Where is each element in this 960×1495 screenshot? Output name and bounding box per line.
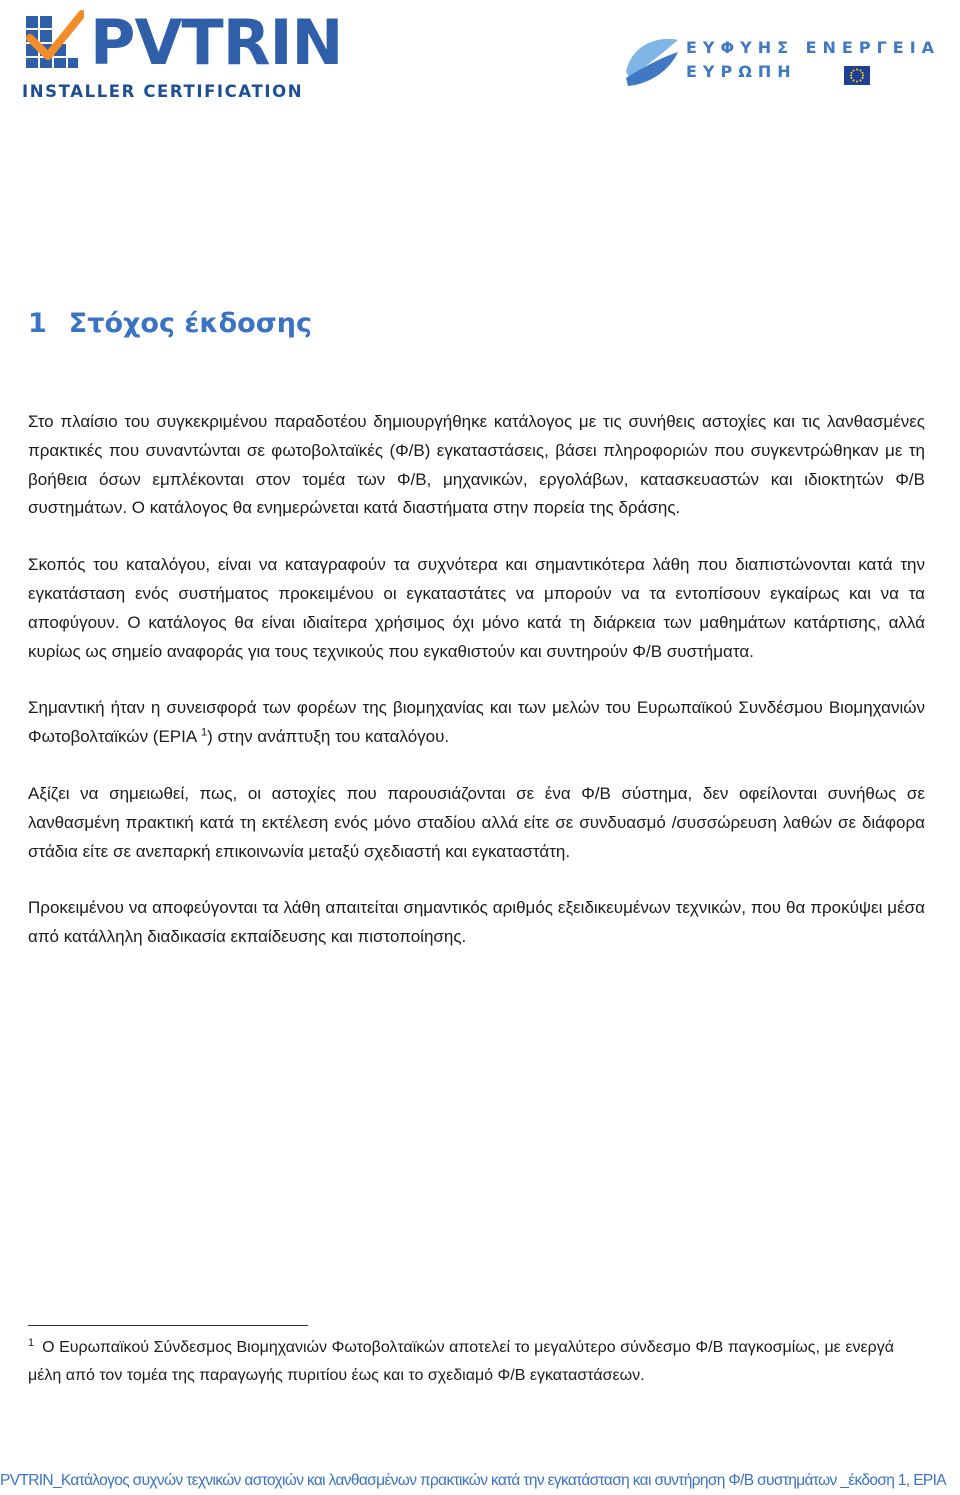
pvtrin-logo (20, 6, 343, 101)
section-title: Στόχος έκδοσης (68, 308, 312, 339)
footnote-marker: 1 (28, 1336, 35, 1349)
eu-flag-icon (844, 66, 870, 85)
page-footer: PVTRIN_Κατάλογος συχνών τεχνικών αστοχιών και λανθασμένων πρακτικών κατά την εγκατάσταση και συντήρηση Φ/Β συστημάτων _έκδοση 1, EPIA (0, 1472, 946, 1489)
footnote-text: Ο Ευρωπαϊκού Σύνδεσμος Βιομηχανιών Φωτοβολταϊκών αποτελεί το μεγαλύτερο σύνδεσμο Φ/Β παγκοσμίως, με ενεργά μέλη από τον τομέα της παραγωγής πυριτίου έως και το σχεδιαμό Φ/Β εγκαταστάσεων. (28, 1339, 894, 1384)
logo-line-2: ΕΥΡΩΠΗ (686, 62, 797, 81)
section-number: 1 (28, 308, 47, 339)
paragraph: Αξίζει να σημειωθεί, πως, οι αστοχίες που παρουσιάζονται σε ένα Φ/Β σύστημα, δεν οφείλονται συνήθως σε λανθασμένη πρακτική κατά τη εκτέλεση ενός μόνο σταδίου αλλά είτε σε συνδυασμό /συσσώρευση λαθών σε διάφορα στάδια είτε σε ανεπαρκή επικοινωνία μεταξύ σχεδιαστή και εγκαταστάτη. (28, 783, 925, 861)
logo-wordmark: PVTRIN (90, 6, 343, 79)
footnote (28, 1334, 894, 1390)
paragraph-text: ) στην ανάπτυξη του καταλόγου. (207, 727, 450, 747)
paragraph (28, 694, 925, 752)
paragraph-text: Σημαντική ήταν η συνεισφορά των φορέων της βιομηχανίας και των μελών του Ευρωπαϊκού Συνδέσμου Βιομηχανιών Φωτοβολταϊκών (EPIA (28, 698, 925, 747)
footnote-reference[interactable]: 1 (201, 726, 208, 739)
paragraph: Προκειμένου να αποφεύγονται τα λάθη απαιτείται σημαντικός αριθμός εξειδικευμένων τεχνικών, που θα προκύψει μέσα από κατάλληλη διαδικασία εκπαίδευσης και πιστοποίησης. (28, 898, 925, 947)
solar-panel-checkmark-icon (20, 10, 84, 74)
logo-line-1: ΕΥΦΥΗΣ ΕΝΕΡΓΕΙΑ (686, 38, 941, 57)
logo-subtitle: INSTALLER CERTIFICATION (22, 82, 304, 101)
paragraph: Στο πλαίσιο του συγκεκριμένου παραδοτέου δημιουργήθηκε κατάλογος με τις συνήθεις αστοχίες και τις λανθασμένες πρακτικές που συναντώνται σε φωτοβολταϊκές (Φ/Β) εγκαταστάσεις, βάσει πληροφοριών που συγκεντρώθηκαν με τη βοήθεια όσων εμπλέκονται στον τομέα των Φ/Β, μηχανικών, εργολάβων, κατασκευαστών και ιδιοκτητών Φ/Β συστημάτων. Ο κατάλογος θα ενημερώνεται κατά διαστήματα στην πορεία της δράσης. (28, 412, 925, 518)
footnote-separator (28, 1325, 308, 1326)
body-text (28, 408, 925, 980)
section-heading (28, 308, 312, 339)
intelligent-energy-europe-logo (622, 30, 952, 92)
paragraph: Σκοπός του καταλόγου, είναι να καταγραφούν τα συχνότερα και σημαντικότερα λάθη που διαπιστώνονται κατά την εγκατάσταση ενός συστήματος προκειμένου οι εγκαταστάτες να μπορούν να τα εντοπίσουν εγκαίρως και να τα αποφύγουν. Ο κατάλογος θα είναι ιδιαίτερα χρήσιμος όχι μόνο κατά τη διάρκεια των μαθημάτων κατάρτισης, αλλά κυρίως ως σημείο αναφοράς για τους τεχνικούς που εγκαθιστούν και συντηρούν Φ/Β συστήματα. (28, 555, 925, 661)
leaf-icon (622, 32, 682, 90)
